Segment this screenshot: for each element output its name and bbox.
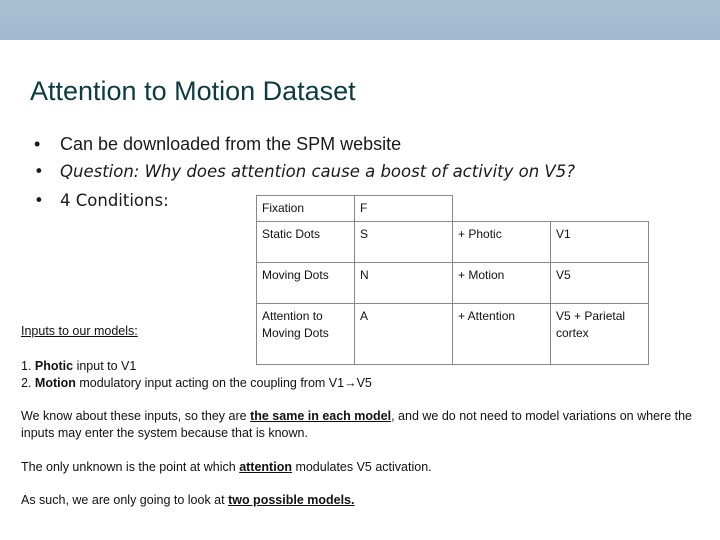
table-row: [257, 222, 649, 263]
table-row: [257, 196, 649, 222]
list-item: [21, 375, 372, 392]
paragraph-known-inputs: [21, 408, 711, 442]
para-text: modulates V5 activation.: [291, 460, 432, 474]
bullet-conditions: [34, 191, 169, 210]
para-emphasis: attention: [239, 460, 292, 474]
bullet-dot: •: [34, 134, 41, 154]
bullet-text: Question: Why does attention cause a boost of activity on V5?: [60, 162, 575, 181]
table-cell: N: [355, 263, 453, 304]
list-text: input to V1: [73, 359, 137, 373]
list-item: [21, 358, 372, 375]
list-term: Motion: [34, 376, 76, 390]
table-cell: Attention to Moving Dots: [257, 304, 355, 365]
list-number: 2.: [21, 376, 35, 390]
header-band: [0, 0, 720, 40]
list-text: modulatory input acting on the coupling from V1→V5: [75, 376, 372, 390]
table-cell: V5: [551, 263, 649, 304]
table-cell: S: [355, 222, 453, 263]
table-cell: Static Dots: [257, 222, 355, 263]
para-emphasis: two possible models.: [228, 493, 355, 507]
bullet-dot: •: [34, 162, 44, 181]
para-text: We know about these inputs, so they are: [21, 409, 251, 423]
table-cell: V1: [551, 222, 649, 263]
inputs-label: Inputs to our models:: [21, 324, 138, 338]
table-cell: [551, 196, 649, 222]
paragraph-models: [21, 492, 711, 509]
bullet-text: Can be downloaded from the SPM website: [60, 134, 402, 154]
table-cell: + Motion: [453, 263, 551, 304]
table-row: [257, 304, 649, 365]
para-text: As such, we are only going to look at: [21, 493, 229, 507]
table-cell: V5 + Parietal cortex: [551, 304, 649, 365]
list-number: 1.: [21, 359, 35, 373]
list-term: Photic: [34, 359, 74, 373]
bullet-download: [34, 134, 401, 155]
para-text: The only unknown is the point at which: [21, 460, 240, 474]
para-text: , and we do not need to model variations on where the inputs may enter the system because that is known.: [21, 409, 693, 440]
table-cell: Fixation: [257, 196, 355, 222]
table-cell: + Attention: [453, 304, 551, 365]
table-cell: Moving Dots: [257, 263, 355, 304]
table-cell: F: [355, 196, 453, 222]
paragraph-unknown: [21, 459, 711, 476]
table-cell: [453, 196, 551, 222]
conditions-table: [256, 195, 649, 365]
table-row: [257, 263, 649, 304]
table-cell: + Photic: [453, 222, 551, 263]
inputs-list: [21, 358, 372, 392]
para-emphasis: the same in each model: [250, 409, 392, 423]
table-cell: A: [355, 304, 453, 365]
bullet-question: [34, 162, 575, 181]
bullet-dot: •: [34, 191, 44, 210]
bullet-text: 4 Conditions:: [60, 191, 169, 210]
slide-title: Attention to Motion Dataset: [30, 76, 356, 106]
